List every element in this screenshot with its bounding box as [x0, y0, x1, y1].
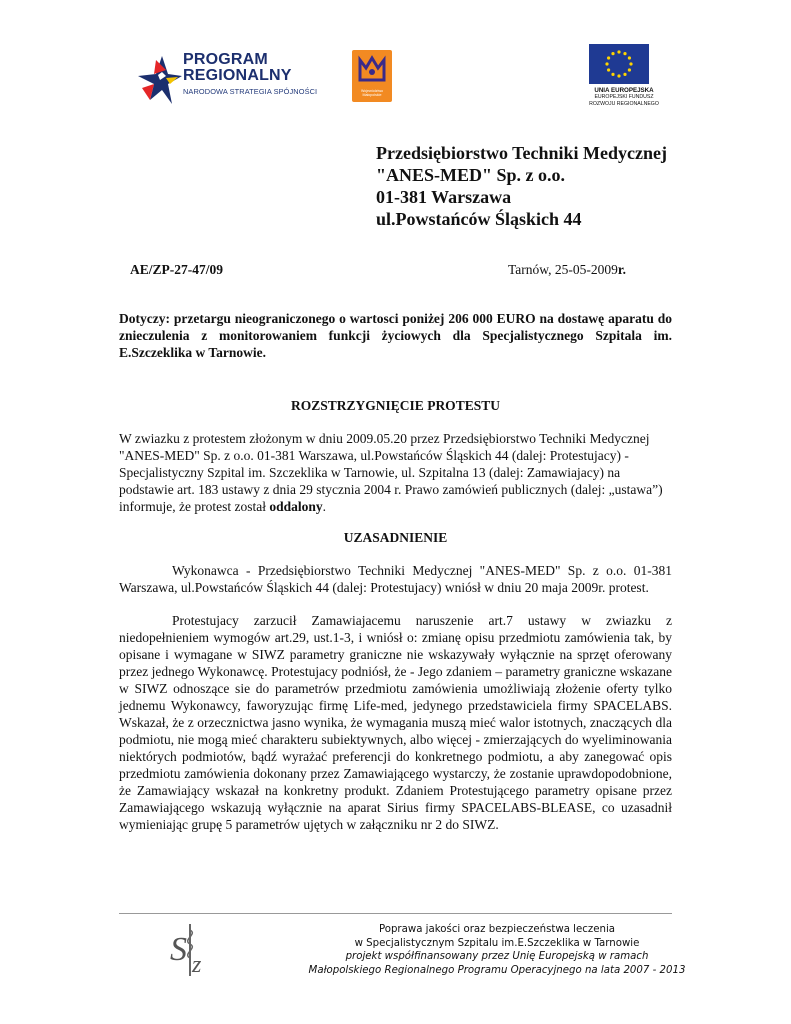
decision-result: oddalony	[269, 499, 323, 514]
document-date	[508, 262, 626, 278]
decision-paragraph	[119, 430, 672, 515]
subject-paragraph: Dotyczy: przetargu nieograniczonego o wartosci poniżej 206 000 EURO na dostawę aparatu do znieczulenia z monitorowaniem funkcji życiowych dla Specjalistycznego Szpitala im. E.Szczeklika w Tarnowie.	[119, 311, 672, 360]
hospital-caduceus-icon	[168, 920, 218, 978]
eu-text-line1: UNIA EUROPEJSKA	[594, 87, 654, 94]
footer-line4: Małopolskiego Regionalnego Programu Operacyjnego na lata 2007 - 2013	[308, 964, 686, 976]
svg-text:S: S	[170, 931, 187, 968]
program-title-line2: REGIONALNY	[183, 67, 292, 84]
malopolska-logo	[352, 50, 392, 102]
footer-line1: Poprawa jakości oraz bezpieczeństwa leczenia	[378, 924, 616, 935]
hospital-logo	[168, 920, 218, 978]
reference-number: AE/ZP-27-47/09	[130, 262, 223, 277]
program-subtitle: NARODOWA STRATEGIA SPÓJNOŚCI	[183, 87, 318, 96]
malopolska-text-line2: Małopolskie	[362, 93, 382, 97]
decision-text: W zwiazku z protestem złożonym w dniu 2009.05.20 przez Przedsiębiorstwo Techniki Medycznej "ANES-MED" Sp. z o.o. 01-381 Warszawa, ul.Powstańców Śląskich 44 (dalej: Protestujacy) - Specjalistyczny Szpital im. Szczeklika w Tarnowie, ul. Szpitalna 13 (dalej: Zamawiajacy) na podstawie art. 183 ustawy z dnia 29 stycznia 2004 r. Prawo zamówień publicznych (dalej: „ustawa”) informuje, że protest został	[119, 431, 663, 514]
recipient-line3: 01-381 Warszawa	[376, 187, 512, 207]
program-regionalny-logo	[136, 48, 326, 108]
svg-text:z: z	[192, 952, 202, 978]
footer-text	[282, 923, 712, 977]
section-heading-decision: ROZSTRZYGNIĘCIE PROTESTU	[291, 398, 500, 413]
eu-flag-icon	[589, 44, 649, 84]
malopolska-text-line1: Województwo	[360, 89, 384, 93]
footer-divider	[119, 913, 672, 914]
section-heading-justification: UZASADNIENIE	[343, 530, 448, 545]
justification-paragraph-1: Wykonawca - Przedsiębiorstwo Techniki Medycznej "ANES-MED" Sp. z o.o. 01-381 Warszawa, ul.Powstańców Śląskich 44 (dalej: Protestujacy) wniósł w dniu 20 maja 2009r. protest.	[119, 563, 672, 595]
recipient-line4: ul.Powstańców Śląskich 44	[376, 209, 582, 229]
date-text: Tarnów, 25-05-2009	[508, 262, 618, 277]
program-title-line1: PROGRAM	[183, 51, 268, 68]
recipient-address	[376, 142, 667, 230]
recipient-line1: Przedsiębiorstwo Techniki Medycznej	[376, 143, 667, 163]
eu-logo	[588, 44, 658, 106]
footer-line2: w Specjalistycznym Szpitalu im.E.Szczeklika w Tarnowie	[354, 937, 640, 949]
decision-text-end: .	[322, 499, 326, 514]
eu-text-line3: ROZWOJU REGIONALNEGO	[589, 101, 659, 107]
malopolska-emblem-icon	[352, 54, 392, 90]
star-emblem-icon	[136, 48, 182, 106]
recipient-line2: "ANES-MED" Sp. z o.o.	[376, 165, 565, 185]
footer-line3: projekt współfinansowany przez Unię Europejską w ramach	[345, 951, 649, 963]
justification-paragraph-2: Protestujacy zarzucił Zamawiajacemu naruszenie art.7 ustawy w zwiazku z niedopełnieniem wymogów art.29, ust.1-3, i wniósł o: zmianę opisu przedmiotu zamówienia tak, by opisane i wymagane w SIWZ parametry graniczne nie wskazywały wyłącznie na sprzęt oferowany przez jednego Wykonawcę. Protestujacy podniósł, że - Jego zdaniem – parametry graniczne wskazane w SIWZ odnoszące sie do parametrów przedmiotu zamówienia umożliwiają złożenie oferty tylko jednemu Wykonawcy, faworyzując firmę Life-med, jedynego przedstawiciela firmy SPACELABS. Wskazał, że z orzecznictwa jasno wynika, że wymagania muszą mieć walor istotnych, znaczących dla podmiotu, nie mogą mieć charakteru subiektywnych, albo więcej - zmierzających do wyeliminowania niektórych podmiotów, bądź wyrażać preferencji do konkretnego podmiotu, a aby zanegować opis przedmiotu zamówienia dokonany przez Zamawiającego wystarczy, że zostanie uprawdopodobnione, że Zamawiający wskazał na konkretny produkt. Zdaniem Protestującego parametry opisane przez Zamawiającego wskazują wyłącznie na aparat Sirius firmy SPACELABS-BLEASE, co uzasadnił wymieniając grupę 5 parametrów ujętych w załączniku nr 2 do SIWZ.	[119, 613, 672, 832]
date-suffix: r.	[617, 262, 627, 277]
eu-text-line2: EUROPEJSKI FUNDUSZ	[594, 94, 654, 100]
